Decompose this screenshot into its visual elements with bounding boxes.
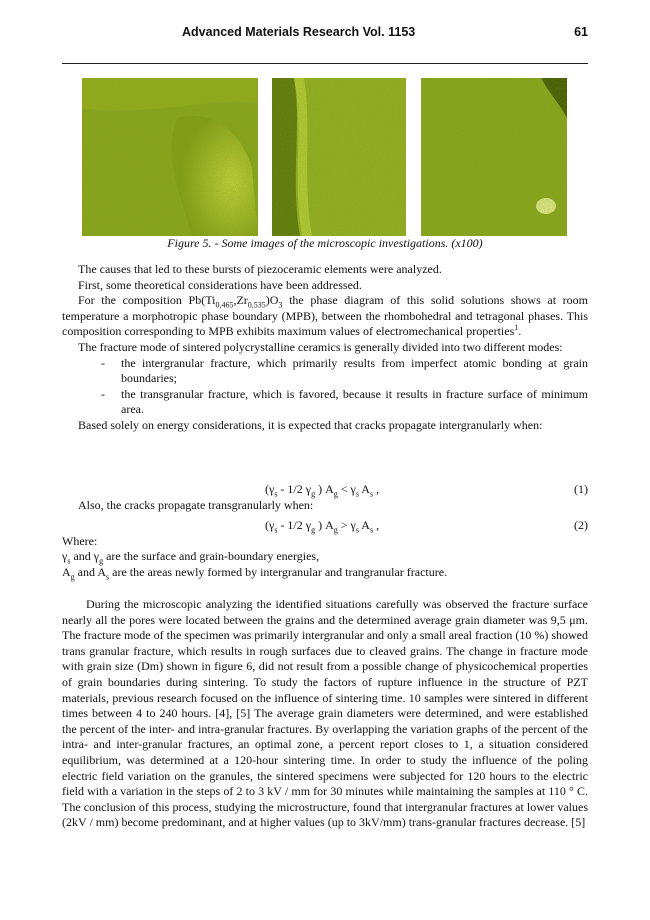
fracture-mode-list	[62, 356, 588, 418]
running-header	[62, 25, 588, 41]
equation-1: ($\gamma_s - 1/2$ $\gamma_g$ ) $A_g < \gamma_s$ $A_s$ , (1)	[265, 482, 588, 499]
list-item: - the intergranular fracture, which primarily results from imperfect atomic bonding at grain boundaries;	[101, 355, 588, 386]
figure-5	[0, 78, 650, 238]
paragraph-composition: For the composition $Pb(Ti_{0,465},Zr_{0,535})O_3$ the phase diagram of this solid solutions shows at room temperature a morphotropic phase boundary (MPB), between the rhombohedral and tetragonal phases. This composition corresponding to MPB exhibits maximum values of electromechanical properties$^1$.	[62, 293, 588, 339]
journal-title: Advanced Materials Research Vol. 1153	[182, 25, 416, 39]
paragraph-microscopic-analysis: During the microscopic analyzing the identified situations carefully was observed the fracture surface nearly all the pores were located between the grains and the determined average grain diameter was 9,5 μm. The fracture mode of the specimen was primarily intergranular and only a small areal fraction (10 %) showed trans granular fracture, which results in rough surfaces due to cleaved grains. The change in fracture mode with grain size (Dm) shown in figure 6, did not result from a possible change of physicochemical properties of grain boundaries during sintering. To study the factors of rupture influence in the structure of PZT materials, previous research focused on the influence of sintering time. 10 samples were sintered in different times between 4 to 240 hours. [4], [5] The average grain diameters were determined, and were established the percent of the inter- and intra-granular fractures. By overlapping the variation graphs of the percent of the intra- and inter-granular fractures, an optimal zone, a percent report closes to 1, a situation considered equilibrium, was determined at a 120-hour sintering time. In order to study the influence of the poling electric field variation on the granules, the sintered specimens were subjected for 120 hours to the electric field with a variation in the steps of 2 to 3 kV / mm for 30 minutes while maintaining the samples at 110 ° C. The conclusion of this process, studying the microstructure, found that intergranular fractures at lower values (2kV / mm) become predominant, and at higher values (up to 3kV/mm) trans-granular fractures decrease. [5]	[62, 597, 588, 830]
where-label: Where:	[62, 533, 98, 548]
equation-2: ($\gamma_s - 1/2$ $\gamma_g$ ) $A_g > \gamma_s$ $A_s$ , (2)	[265, 518, 588, 535]
paragraph-fracture-modes: The fracture mode of sintered polycrystalline ceramics is generally divided into two different modes:	[78, 339, 563, 354]
equation-number-2: (2)	[574, 518, 588, 532]
micrograph-1	[82, 78, 258, 236]
body-text-lower	[62, 597, 588, 831]
paragraph-theory: First, some theoretical considerations have been addressed.	[78, 277, 362, 292]
paragraph-causes: The causes that led to these bursts of piezoceramic elements were analyzed.	[78, 262, 442, 276]
header-rule	[62, 63, 588, 64]
page-number: 61	[574, 25, 588, 39]
micrograph-3	[421, 78, 567, 236]
equation-block-2	[62, 518, 588, 580]
micrograph-2	[272, 78, 406, 236]
definition-energies: $\gamma_s$ and $\gamma_g$ are the surface and grain-boundary energies,	[62, 549, 320, 566]
list-item: - the transgranular fracture, which is favored, because it results in fracture surface of minimum area.	[101, 386, 588, 417]
equation-block-1	[62, 482, 588, 513]
equation-number-1: (1)	[574, 482, 588, 496]
definition-areas: $A_g$ and $A_s$ are the areas newly formed by intergranular and trangranular fracture.	[62, 564, 448, 582]
paragraph-transgranular: Also, the cracks propagate transgranularly when:	[78, 497, 314, 512]
body-text-upper	[62, 262, 588, 434]
figure-caption: Figure 5. - Some images of the microscopic investigations. (x100)	[167, 236, 483, 250]
paragraph-energy: Based solely on energy considerations, it is expected that cracks propagate intergranularly when:	[78, 417, 543, 432]
